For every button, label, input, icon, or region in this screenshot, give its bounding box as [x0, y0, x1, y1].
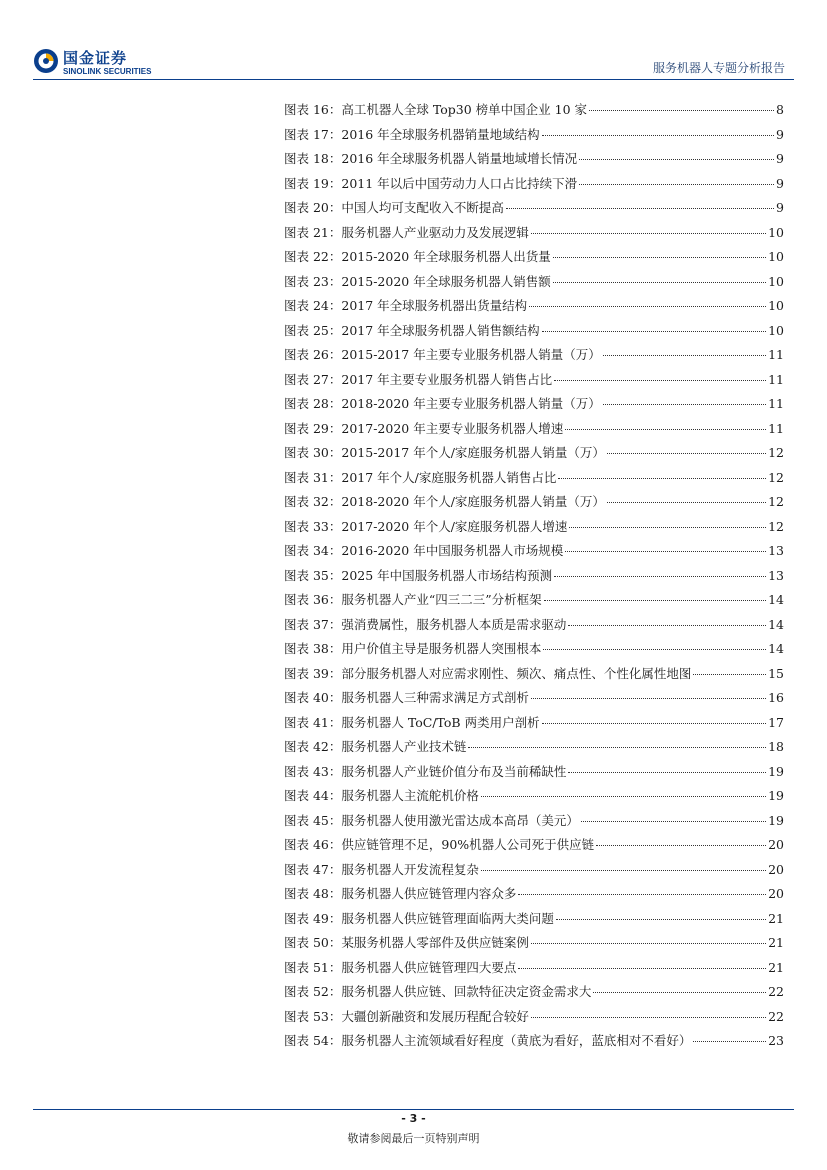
- toc-entry-page: 9: [776, 175, 784, 191]
- toc-leader-dots: [589, 110, 774, 111]
- toc-entry-page: 13: [768, 543, 784, 558]
- toc-entry[interactable]: [284, 419, 784, 444]
- logo-english-name: SINOLINK SECURITIES: [63, 67, 152, 76]
- toc-leader-dots: [531, 943, 766, 944]
- toc-entry[interactable]: [284, 884, 784, 909]
- toc-entry-page: 12: [768, 445, 784, 460]
- toc-entry-page: 14: [768, 616, 784, 632]
- toc-entry-title: 供应链管理不足，90%机器人公司死于供应链: [341, 837, 595, 852]
- toc-entry-title: 2016-2020 年中国服务机器人市场规模: [341, 543, 564, 558]
- toc-entry-number: 图表 45：: [284, 812, 342, 828]
- toc-entry-title: 服务机器人 ToC/ToB 两类用户剖析: [341, 714, 540, 730]
- toc-entry-page: 20: [768, 861, 784, 877]
- toc-entry[interactable]: [284, 492, 784, 517]
- toc-entry-page: 11: [768, 347, 784, 362]
- toc-entry-number: 图表 39：: [284, 665, 342, 681]
- toc-entry-title: 2015-2017 年主要专业服务机器人销量（万）: [341, 347, 601, 362]
- toc-entry[interactable]: [284, 321, 784, 346]
- toc-entry-number: 图表 54：: [284, 1033, 342, 1048]
- toc-entry-page: 15: [768, 665, 784, 681]
- toc-entry-page: 22: [768, 1008, 784, 1024]
- toc-entry[interactable]: [284, 835, 784, 860]
- toc-entry[interactable]: [284, 468, 784, 493]
- toc-entry-number: 图表 40：: [284, 690, 342, 705]
- toc-leader-dots: [569, 527, 766, 528]
- toc-entry-number: 图表 44：: [284, 788, 342, 803]
- toc-entry[interactable]: [284, 713, 784, 738]
- toc-entry[interactable]: [284, 615, 784, 640]
- toc-entry[interactable]: [284, 762, 784, 787]
- toc-entry-page: 10: [768, 298, 784, 313]
- toc-entry-title: 服务机器人主流舵机价格: [341, 788, 479, 803]
- toc-leader-dots: [556, 919, 766, 920]
- toc-entry-page: 21: [768, 959, 784, 975]
- toc-entry-title: 服务机器人产业驱动力及发展逻辑: [341, 224, 529, 240]
- toc-entry-title: 中国人均可支配收入不断提高: [341, 200, 504, 215]
- toc-entry-title: 2015-2020 年全球服务机器人出货量: [341, 249, 551, 264]
- toc-leader-dots: [593, 992, 766, 993]
- toc-entry-title: 2015-2020 年全球服务机器人销售额: [341, 273, 551, 289]
- toc-entry-title: 2016 年全球服务机器人销量地域增长情况: [341, 151, 578, 166]
- toc-entry[interactable]: [284, 394, 784, 419]
- toc-entry-title: 服务机器人供应链管理面临两大类问题: [341, 910, 554, 926]
- disclaimer-note: 敬请参阅最后一页特别声明: [347, 1132, 480, 1145]
- toc-leader-dots: [596, 845, 766, 846]
- toc-entry[interactable]: [284, 860, 784, 885]
- toc-entry[interactable]: [284, 247, 784, 272]
- toc-entry-page: 19: [768, 812, 784, 828]
- toc-entry-page: 10: [768, 273, 784, 289]
- logo-chinese-name: 国金证券: [63, 49, 128, 67]
- toc-entry-page: 11: [768, 396, 784, 411]
- toc-entry-title: 服务机器人产业技术链: [341, 739, 467, 754]
- toc-entry-number: 图表 18：: [284, 151, 342, 166]
- toc-entry-title: 大疆创新融资和发展历程配合较好: [341, 1008, 529, 1024]
- toc-entry-number: 图表 25：: [284, 322, 342, 338]
- header-divider: [33, 79, 794, 80]
- toc-entry-page: 19: [768, 788, 784, 803]
- toc-leader-dots: [607, 502, 766, 503]
- toc-entry-title: 服务机器人使用激光雷达成本高昂（美元）: [341, 812, 579, 828]
- toc-entry-number: 图表 28：: [284, 396, 342, 411]
- toc-leader-dots: [542, 331, 766, 332]
- toc-leader-dots: [693, 1041, 766, 1042]
- toc-entry-page: 23: [768, 1033, 784, 1048]
- toc-entry-page: 9: [776, 200, 784, 215]
- toc-leader-dots: [558, 478, 766, 479]
- toc-leader-dots: [581, 821, 766, 822]
- toc-leader-dots: [518, 968, 766, 969]
- toc-leader-dots: [506, 208, 774, 209]
- toc-entry-page: 11: [768, 371, 784, 387]
- toc-entry-title: 2017 年个人/家庭服务机器人销售占比: [341, 469, 557, 485]
- toc-entry-page: 19: [768, 763, 784, 779]
- toc-leader-dots: [468, 747, 766, 748]
- toc-leader-dots: [529, 306, 766, 307]
- toc-entry[interactable]: [284, 517, 784, 542]
- toc-entry-page: 12: [768, 494, 784, 509]
- toc-entry[interactable]: [284, 149, 784, 174]
- toc-leader-dots: [568, 625, 766, 626]
- toc-leader-dots: [554, 576, 766, 577]
- sinolink-logo-icon: [33, 48, 59, 74]
- toc-entry-page: 16: [768, 690, 784, 705]
- toc-entry-title: 2017 年全球服务机器人销售额结构: [341, 322, 540, 338]
- toc-entry-number: 图表 19：: [284, 175, 342, 191]
- toc-entry-number: 图表 48：: [284, 886, 342, 901]
- toc-leader-dots: [553, 282, 766, 283]
- toc-entry-number: 图表 22：: [284, 249, 342, 264]
- toc-entry[interactable]: [284, 664, 784, 689]
- toc-entry-title: 2017-2020 年个人/家庭服务机器人增速: [341, 518, 568, 534]
- toc-entry-page: 20: [768, 837, 784, 852]
- toc-entry-title: 服务机器人产业“四三二三”分析框架: [341, 592, 542, 607]
- toc-entry[interactable]: [284, 933, 784, 958]
- toc-entry-page: 12: [768, 518, 784, 534]
- toc-entry-title: 某服务机器人零部件及供应链案例: [341, 935, 529, 950]
- toc-leader-dots: [543, 649, 766, 650]
- toc-entry-number: 图表 35：: [284, 567, 342, 583]
- toc-entry-title: 服务机器人供应链管理内容众多: [341, 886, 517, 901]
- toc-leader-dots: [531, 1017, 766, 1018]
- toc-entry-page: 22: [768, 984, 784, 999]
- toc-entry-page: 21: [768, 935, 784, 950]
- toc-entry-title: 高工机器人全球 Top30 榜单中国企业 10 家: [341, 102, 587, 117]
- page-header: [0, 0, 827, 80]
- toc-entry-title: 服务机器人供应链、回款特征决定资金需求大: [341, 984, 592, 999]
- toc-entry-number: 图表 49：: [284, 910, 342, 926]
- toc-entry-title: 2011 年以后中国劳动力人口占比持续下滑: [341, 175, 578, 191]
- toc-entry-title: 服务机器人开发流程复杂: [341, 861, 479, 877]
- toc-entry-title: 服务机器人产业链价值分布及当前稀缺性: [341, 763, 567, 779]
- toc-entry-page: 10: [768, 249, 784, 264]
- toc-entry[interactable]: [284, 443, 784, 468]
- toc-leader-dots: [542, 135, 774, 136]
- toc-entry[interactable]: [284, 125, 784, 150]
- toc-entry-number: 图表 16：: [284, 102, 342, 117]
- toc-entry-title: 2017 年全球服务机器出货量结构: [341, 298, 528, 313]
- toc-entry-page: 17: [768, 714, 784, 730]
- toc-entry-page: 14: [768, 592, 784, 607]
- toc-entry[interactable]: [284, 223, 784, 248]
- toc-entry[interactable]: [284, 811, 784, 836]
- toc-leader-dots: [579, 159, 774, 160]
- toc-entry[interactable]: [284, 688, 784, 713]
- toc-leader-dots: [693, 674, 766, 675]
- toc-entry[interactable]: [284, 958, 784, 983]
- toc-leader-dots: [579, 184, 774, 185]
- toc-entry-title: 2018-2020 年个人/家庭服务机器人销量（万）: [341, 494, 605, 509]
- toc-leader-dots: [542, 723, 767, 724]
- toc-entry[interactable]: [284, 1031, 784, 1056]
- toc-entry[interactable]: [284, 198, 784, 223]
- toc-entry-title: 服务机器人三种需求满足方式剖析: [341, 690, 529, 705]
- toc-entry-number: 图表 42：: [284, 739, 342, 754]
- toc-leader-dots: [568, 772, 766, 773]
- toc-entry-page: 9: [776, 126, 784, 142]
- toc-entry-number: 图表 20：: [284, 200, 342, 215]
- toc-entry-title: 2015-2017 年个人/家庭服务机器人销量（万）: [341, 445, 605, 460]
- toc-entry-number: 图表 41：: [284, 714, 342, 730]
- toc-entry[interactable]: [284, 345, 784, 370]
- toc-entry-number: 图表 50：: [284, 935, 342, 950]
- toc-leader-dots: [531, 233, 766, 234]
- toc-entry-title: 2016 年全球服务机器销量地域结构: [341, 126, 540, 142]
- toc-entry-number: 图表 30：: [284, 445, 342, 460]
- toc-entry-number: 图表 53：: [284, 1008, 342, 1024]
- toc-entry-number: 图表 33：: [284, 518, 342, 534]
- toc-entry-number: 图表 47：: [284, 861, 342, 877]
- toc-entry-number: 图表 21：: [284, 224, 342, 240]
- toc-entry-title: 2017-2020 年主要专业服务机器人增速: [341, 420, 564, 436]
- toc-leader-dots: [531, 698, 766, 699]
- footer-divider: [33, 1109, 794, 1110]
- toc-entry-page: 20: [768, 886, 784, 901]
- toc-entry-page: 8: [776, 102, 784, 117]
- toc-leader-dots: [603, 355, 766, 356]
- toc-entry-title: 部分服务机器人对应需求刚性、频次、痛点性、个性化属性地图: [341, 665, 692, 681]
- toc-entry-page: 12: [768, 469, 784, 485]
- toc-entry[interactable]: [284, 909, 784, 934]
- toc-entry[interactable]: [284, 370, 784, 395]
- toc-entry-number: 图表 23：: [284, 273, 342, 289]
- toc-entry-number: 图表 26：: [284, 347, 342, 362]
- toc-entry-number: 图表 51：: [284, 959, 342, 975]
- toc-entry-number: 图表 37：: [284, 616, 342, 632]
- toc-entry-number: 图表 32：: [284, 494, 342, 509]
- toc-entry-number: 图表 29：: [284, 420, 342, 436]
- report-title: 服务机器人专题分析报告: [652, 61, 785, 75]
- toc-entry[interactable]: [284, 590, 784, 615]
- toc-entry[interactable]: [284, 982, 784, 1007]
- toc-entry-number: 图表 24：: [284, 298, 342, 313]
- toc-leader-dots: [603, 404, 766, 405]
- toc-entry[interactable]: [284, 786, 784, 811]
- toc-entry-number: 图表 46：: [284, 837, 342, 852]
- toc-entry-page: 14: [768, 641, 784, 656]
- toc-entry-title: 服务机器人供应链管理四大要点: [341, 959, 517, 975]
- toc-leader-dots: [544, 600, 766, 601]
- toc-entry-page: 10: [768, 224, 784, 240]
- toc-entry-page: 21: [768, 910, 784, 926]
- toc-entry-page: 10: [768, 322, 784, 338]
- toc-leader-dots: [481, 796, 766, 797]
- toc-entry-title: 服务机器人主流领域看好程度（黄底为看好，蓝底相对不看好）: [341, 1033, 692, 1048]
- toc-entry[interactable]: [284, 100, 784, 125]
- page-number: - 3 -: [401, 1112, 426, 1125]
- toc-entry[interactable]: [284, 737, 784, 762]
- toc-entry[interactable]: [284, 566, 784, 591]
- toc-entry-number: 图表 36：: [284, 592, 342, 607]
- toc-leader-dots: [553, 257, 766, 258]
- toc-entry-number: 图表 43：: [284, 763, 342, 779]
- toc-entry[interactable]: [284, 541, 784, 566]
- toc-leader-dots: [607, 453, 766, 454]
- toc-entry-page: 13: [768, 567, 784, 583]
- toc-entry-title: 2025 年中国服务机器人市场结构预测: [341, 567, 553, 583]
- toc-entry-title: 强消费属性，服务机器人本质是需求驱动: [341, 616, 567, 632]
- toc-entry-number: 图表 27：: [284, 371, 342, 387]
- toc-entry[interactable]: [284, 296, 784, 321]
- toc-leader-dots: [481, 870, 766, 871]
- toc-entry-title: 用户价值主导是服务机器人突围根本: [341, 641, 542, 656]
- toc-leader-dots: [518, 894, 766, 895]
- toc-entry[interactable]: [284, 272, 784, 297]
- toc-leader-dots: [565, 551, 766, 552]
- toc-entry-number: 图表 31：: [284, 469, 342, 485]
- toc-entry-number: 图表 38：: [284, 641, 342, 656]
- toc-entry[interactable]: [284, 1007, 784, 1032]
- toc-entry-title: 2017 年主要专业服务机器人销售占比: [341, 371, 553, 387]
- toc-leader-dots: [554, 380, 766, 381]
- toc-entry-title: 2018-2020 年主要专业服务机器人销量（万）: [341, 396, 601, 411]
- table-of-figures: [284, 100, 784, 1056]
- toc-entry-page: 9: [776, 151, 784, 166]
- toc-entry-number: 图表 17：: [284, 126, 342, 142]
- company-logo: [33, 46, 155, 78]
- toc-entry-page: 11: [768, 420, 784, 436]
- toc-leader-dots: [565, 429, 766, 430]
- toc-entry-page: 18: [768, 739, 784, 754]
- toc-entry-number: 图表 34：: [284, 543, 342, 558]
- toc-entry[interactable]: [284, 174, 784, 199]
- toc-entry[interactable]: [284, 639, 784, 664]
- toc-entry-number: 图表 52：: [284, 984, 342, 999]
